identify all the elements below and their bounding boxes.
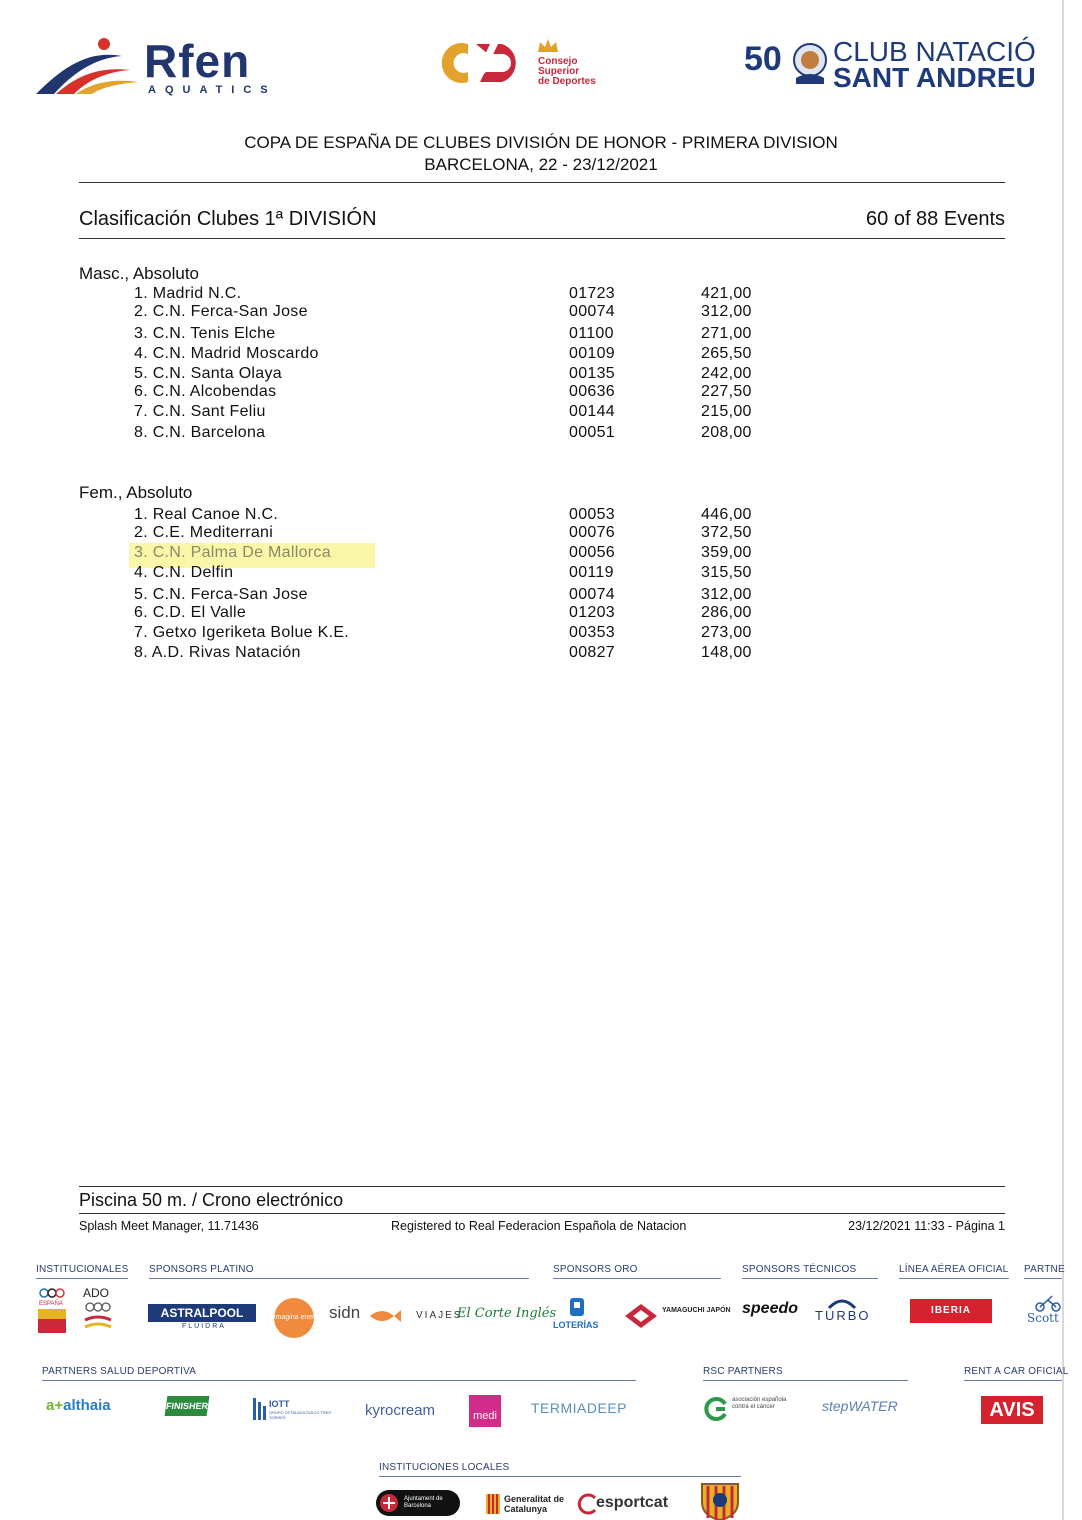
table-row xyxy=(0,604,1064,624)
club-name: 4. C.N. Delfin xyxy=(134,564,234,581)
turbo-logo: TURBO xyxy=(815,1308,871,1323)
stepwater-logo: stepWATER xyxy=(822,1398,898,1414)
label-partners: PARTNE xyxy=(1024,1264,1065,1275)
loterias-text: LOTERÍAS xyxy=(553,1320,599,1330)
termiadeep-logo: TERMIADEEP xyxy=(531,1400,628,1416)
corte-ingles-logo: El Corte Inglés xyxy=(457,1306,557,1321)
table-row xyxy=(0,345,1064,365)
label-oro: SPONSORS ORO xyxy=(553,1264,638,1275)
althaia-logo xyxy=(46,1397,111,1414)
club-name: 8. C.N. Barcelona xyxy=(134,424,266,441)
club-points: 215,00 xyxy=(701,403,752,420)
iberia-logo: IBERIA xyxy=(910,1299,992,1323)
table-row xyxy=(0,325,1064,345)
club-name: 4. C.N. Madrid Moscardo xyxy=(134,345,319,362)
label-linea-aerea: LÍNEA AÉREA OFICIAL xyxy=(899,1264,1009,1275)
sidn-logo: sidn xyxy=(329,1303,361,1322)
table-row xyxy=(0,524,1064,544)
table-row-highlighted xyxy=(0,544,1064,564)
barcelona-shield-icon xyxy=(379,1493,399,1513)
label-rsc-partners: RSC PARTNERS xyxy=(703,1366,783,1377)
header-divider xyxy=(79,182,1005,183)
club-points: 372,50 xyxy=(701,524,752,541)
club-name: 6. C.N. Alcobendas xyxy=(134,383,277,400)
club-points: 242,00 xyxy=(701,365,752,382)
yamaguchi-text: YAMAGUCHI JAPÓN xyxy=(662,1307,731,1314)
label-underline xyxy=(379,1476,741,1477)
club-code: 01100 xyxy=(569,325,614,342)
aecc-text: asociación española contra el cáncer xyxy=(732,1397,787,1410)
club-code: 00076 xyxy=(569,524,615,541)
csd-mark-icon xyxy=(428,40,530,86)
scott-logo: Scott xyxy=(1027,1311,1059,1325)
table-row xyxy=(0,303,1064,323)
club-points: 312,00 xyxy=(701,586,752,603)
club-name: 2. C.N. Ferca-San Jose xyxy=(134,303,308,320)
category-title: Fem., Absoluto xyxy=(79,483,193,502)
footer-top-divider xyxy=(79,1186,1005,1187)
club-code: 00074 xyxy=(569,303,615,320)
espana-text: ESPAÑA xyxy=(39,1301,63,1307)
club-code: 00636 xyxy=(569,383,615,400)
club-code: 00119 xyxy=(569,564,614,581)
kyrocream-logo: kyrocream xyxy=(365,1402,436,1419)
plus-icon: a+ xyxy=(46,1397,64,1414)
club-points: 148,00 xyxy=(701,644,752,661)
label-underline xyxy=(899,1278,1009,1279)
club-points: 421,00 xyxy=(701,285,752,302)
label-underline xyxy=(553,1278,721,1279)
label-underline xyxy=(42,1380,636,1381)
club-name: 2. C.E. Mediterrani xyxy=(134,524,274,541)
club-code: 00135 xyxy=(569,365,615,382)
club-name: 6. C.D. El Valle xyxy=(134,604,247,621)
club-code: 01203 xyxy=(569,604,615,621)
fish-icon xyxy=(368,1308,402,1324)
label-underline xyxy=(703,1380,908,1381)
table-row xyxy=(0,506,1064,526)
ado-logo: ADO xyxy=(83,1286,110,1300)
finisher-logo: FINISHER xyxy=(165,1396,210,1416)
table-row xyxy=(0,365,1064,385)
label-institucionales: INSTITUCIONALES xyxy=(36,1264,129,1275)
ado-rings-icon xyxy=(83,1302,113,1336)
club-code: 00074 xyxy=(569,586,615,603)
speedo-logo: speedo xyxy=(742,1300,799,1317)
registered-info: Registered to Real Federacion Española de Natacion xyxy=(391,1219,687,1233)
aecc-icon xyxy=(703,1396,729,1422)
avis-logo: AVIS xyxy=(981,1396,1043,1424)
club-code: 00056 xyxy=(569,544,615,561)
scooter-icon xyxy=(1034,1294,1062,1312)
ajuntament-logo xyxy=(376,1490,460,1516)
heading-divider xyxy=(79,238,1005,239)
club-code: 00109 xyxy=(569,345,615,362)
club-name: 1. Real Canoe N.C. xyxy=(134,506,279,523)
rfen-subtitle: AQUATICS xyxy=(148,84,277,96)
viajes-text: VIAJES xyxy=(416,1310,463,1321)
senyera-icon xyxy=(486,1494,500,1514)
table-row xyxy=(0,285,1064,305)
club-crest-icon xyxy=(792,40,828,86)
table-row xyxy=(0,383,1064,403)
club-points: 286,00 xyxy=(701,604,752,621)
club-name: 8. A.D. Rivas Natación xyxy=(134,644,301,661)
anniversary-mark: 50 xyxy=(744,40,782,78)
csd-line-2: Superior xyxy=(538,66,580,77)
fluidra-text: FLUIDRA xyxy=(182,1323,226,1330)
table-row xyxy=(0,624,1064,644)
club-name: 5. C.N. Santa Olaya xyxy=(134,365,282,382)
csd-line-1: Consejo xyxy=(538,56,578,67)
club-name: 1. Madrid N.C. xyxy=(134,285,242,302)
page-edge xyxy=(1062,0,1064,1520)
club-name-line-2: SANT ANDREU xyxy=(833,62,1036,93)
competition-title: COPA DE ESPAÑA DE CLUBES DIVISIÓN DE HONOR - PRIMERA DIVISION xyxy=(244,133,838,152)
club-points: 359,00 xyxy=(701,544,752,561)
club-name-line-1: CLUB NATACIÓ xyxy=(833,36,1036,67)
iott-logo: IOTT xyxy=(269,1399,290,1409)
club-name: 7. Getxo Igeriketa Bolue K.E. xyxy=(134,624,350,641)
club-code: 01723 xyxy=(569,285,615,302)
club-code: 00144 xyxy=(569,403,615,420)
club-name: 7. C.N. Sant Feliu xyxy=(134,403,266,420)
club-points: 446,00 xyxy=(701,506,752,523)
coe-rings-icon xyxy=(38,1287,66,1335)
imagina-logo: imagina energía xyxy=(274,1298,314,1338)
table-row xyxy=(0,403,1064,423)
club-points: 273,00 xyxy=(701,624,752,641)
generalitat-text: Generalitat de Catalunya xyxy=(504,1494,565,1514)
table-row xyxy=(0,564,1064,584)
date-page-info: 23/12/2021 11:33 - Página 1 xyxy=(848,1219,1005,1233)
iott-tower-icon xyxy=(251,1396,267,1422)
label-underline xyxy=(149,1278,529,1279)
table-row xyxy=(0,586,1064,606)
table-row xyxy=(0,644,1064,664)
esportcat-icon xyxy=(575,1494,597,1514)
iott-subtitle: GRUPO OFTALMOLÓGICO TRES TORRES xyxy=(269,1410,332,1420)
crown-icon xyxy=(536,36,560,54)
esportcat-logo: esportcat xyxy=(596,1494,669,1511)
competition-location-date: BARCELONA, 22 - 23/12/2021 xyxy=(424,155,658,174)
club-points: 265,50 xyxy=(701,345,752,362)
medi-logo: medi xyxy=(469,1395,501,1427)
label-instituciones-locales: INSTITUCIONES LOCALES xyxy=(379,1462,510,1473)
ajuntament-text: Ajuntament de Barcelona xyxy=(404,1496,443,1509)
club-code: 00053 xyxy=(569,506,615,523)
rfen-swoosh-icon xyxy=(34,36,144,98)
category-title: Masc., Absoluto xyxy=(79,264,200,283)
club-code: 00051 xyxy=(569,424,615,441)
club-name: 3. C.N. Tenis Elche xyxy=(134,325,276,342)
label-underline xyxy=(964,1380,1062,1381)
footer-divider xyxy=(79,1213,1005,1214)
yamaguchi-icon xyxy=(623,1302,659,1330)
club-name: 5. C.N. Ferca-San Jose xyxy=(134,586,308,603)
events-count: 60 of 88 Events xyxy=(866,208,1005,230)
label-platino: SPONSORS PLATINO xyxy=(149,1264,254,1275)
club-points: 227,50 xyxy=(701,383,752,400)
club-points: 271,00 xyxy=(701,325,752,342)
pool-info: Piscina 50 m. / Crono electrónico xyxy=(79,1190,344,1210)
label-underline xyxy=(742,1278,878,1279)
club-code: 00827 xyxy=(569,644,615,661)
club-shield-icon xyxy=(698,1478,742,1520)
loterias-icon xyxy=(566,1296,588,1318)
club-points: 315,50 xyxy=(701,564,752,581)
label-underline xyxy=(1024,1278,1062,1279)
csd-line-3: de Deportes xyxy=(538,76,596,87)
astralpool-logo: ASTRALPOOL xyxy=(148,1304,256,1322)
club-name: 3. C.N. Palma De Mallorca xyxy=(134,544,331,561)
report-heading: Clasificación Clubes 1ª DIVISIÓN xyxy=(79,208,377,230)
club-points: 208,00 xyxy=(701,424,752,441)
label-rent-a-car: RENT A CAR OFICIAL xyxy=(964,1366,1069,1377)
table-row xyxy=(0,424,1064,444)
club-points: 312,00 xyxy=(701,303,752,320)
label-salud-deportiva: PARTNERS SALUD DEPORTIVA xyxy=(42,1366,197,1377)
club-code: 00353 xyxy=(569,624,615,641)
label-underline xyxy=(36,1278,128,1279)
althaia-text: althaia xyxy=(63,1397,111,1414)
rfen-wordmark: Rfen xyxy=(144,35,251,87)
label-tecnicos: SPONSORS TÉCNICOS xyxy=(742,1264,857,1275)
software-info: Splash Meet Manager, 11.71436 xyxy=(79,1219,259,1233)
